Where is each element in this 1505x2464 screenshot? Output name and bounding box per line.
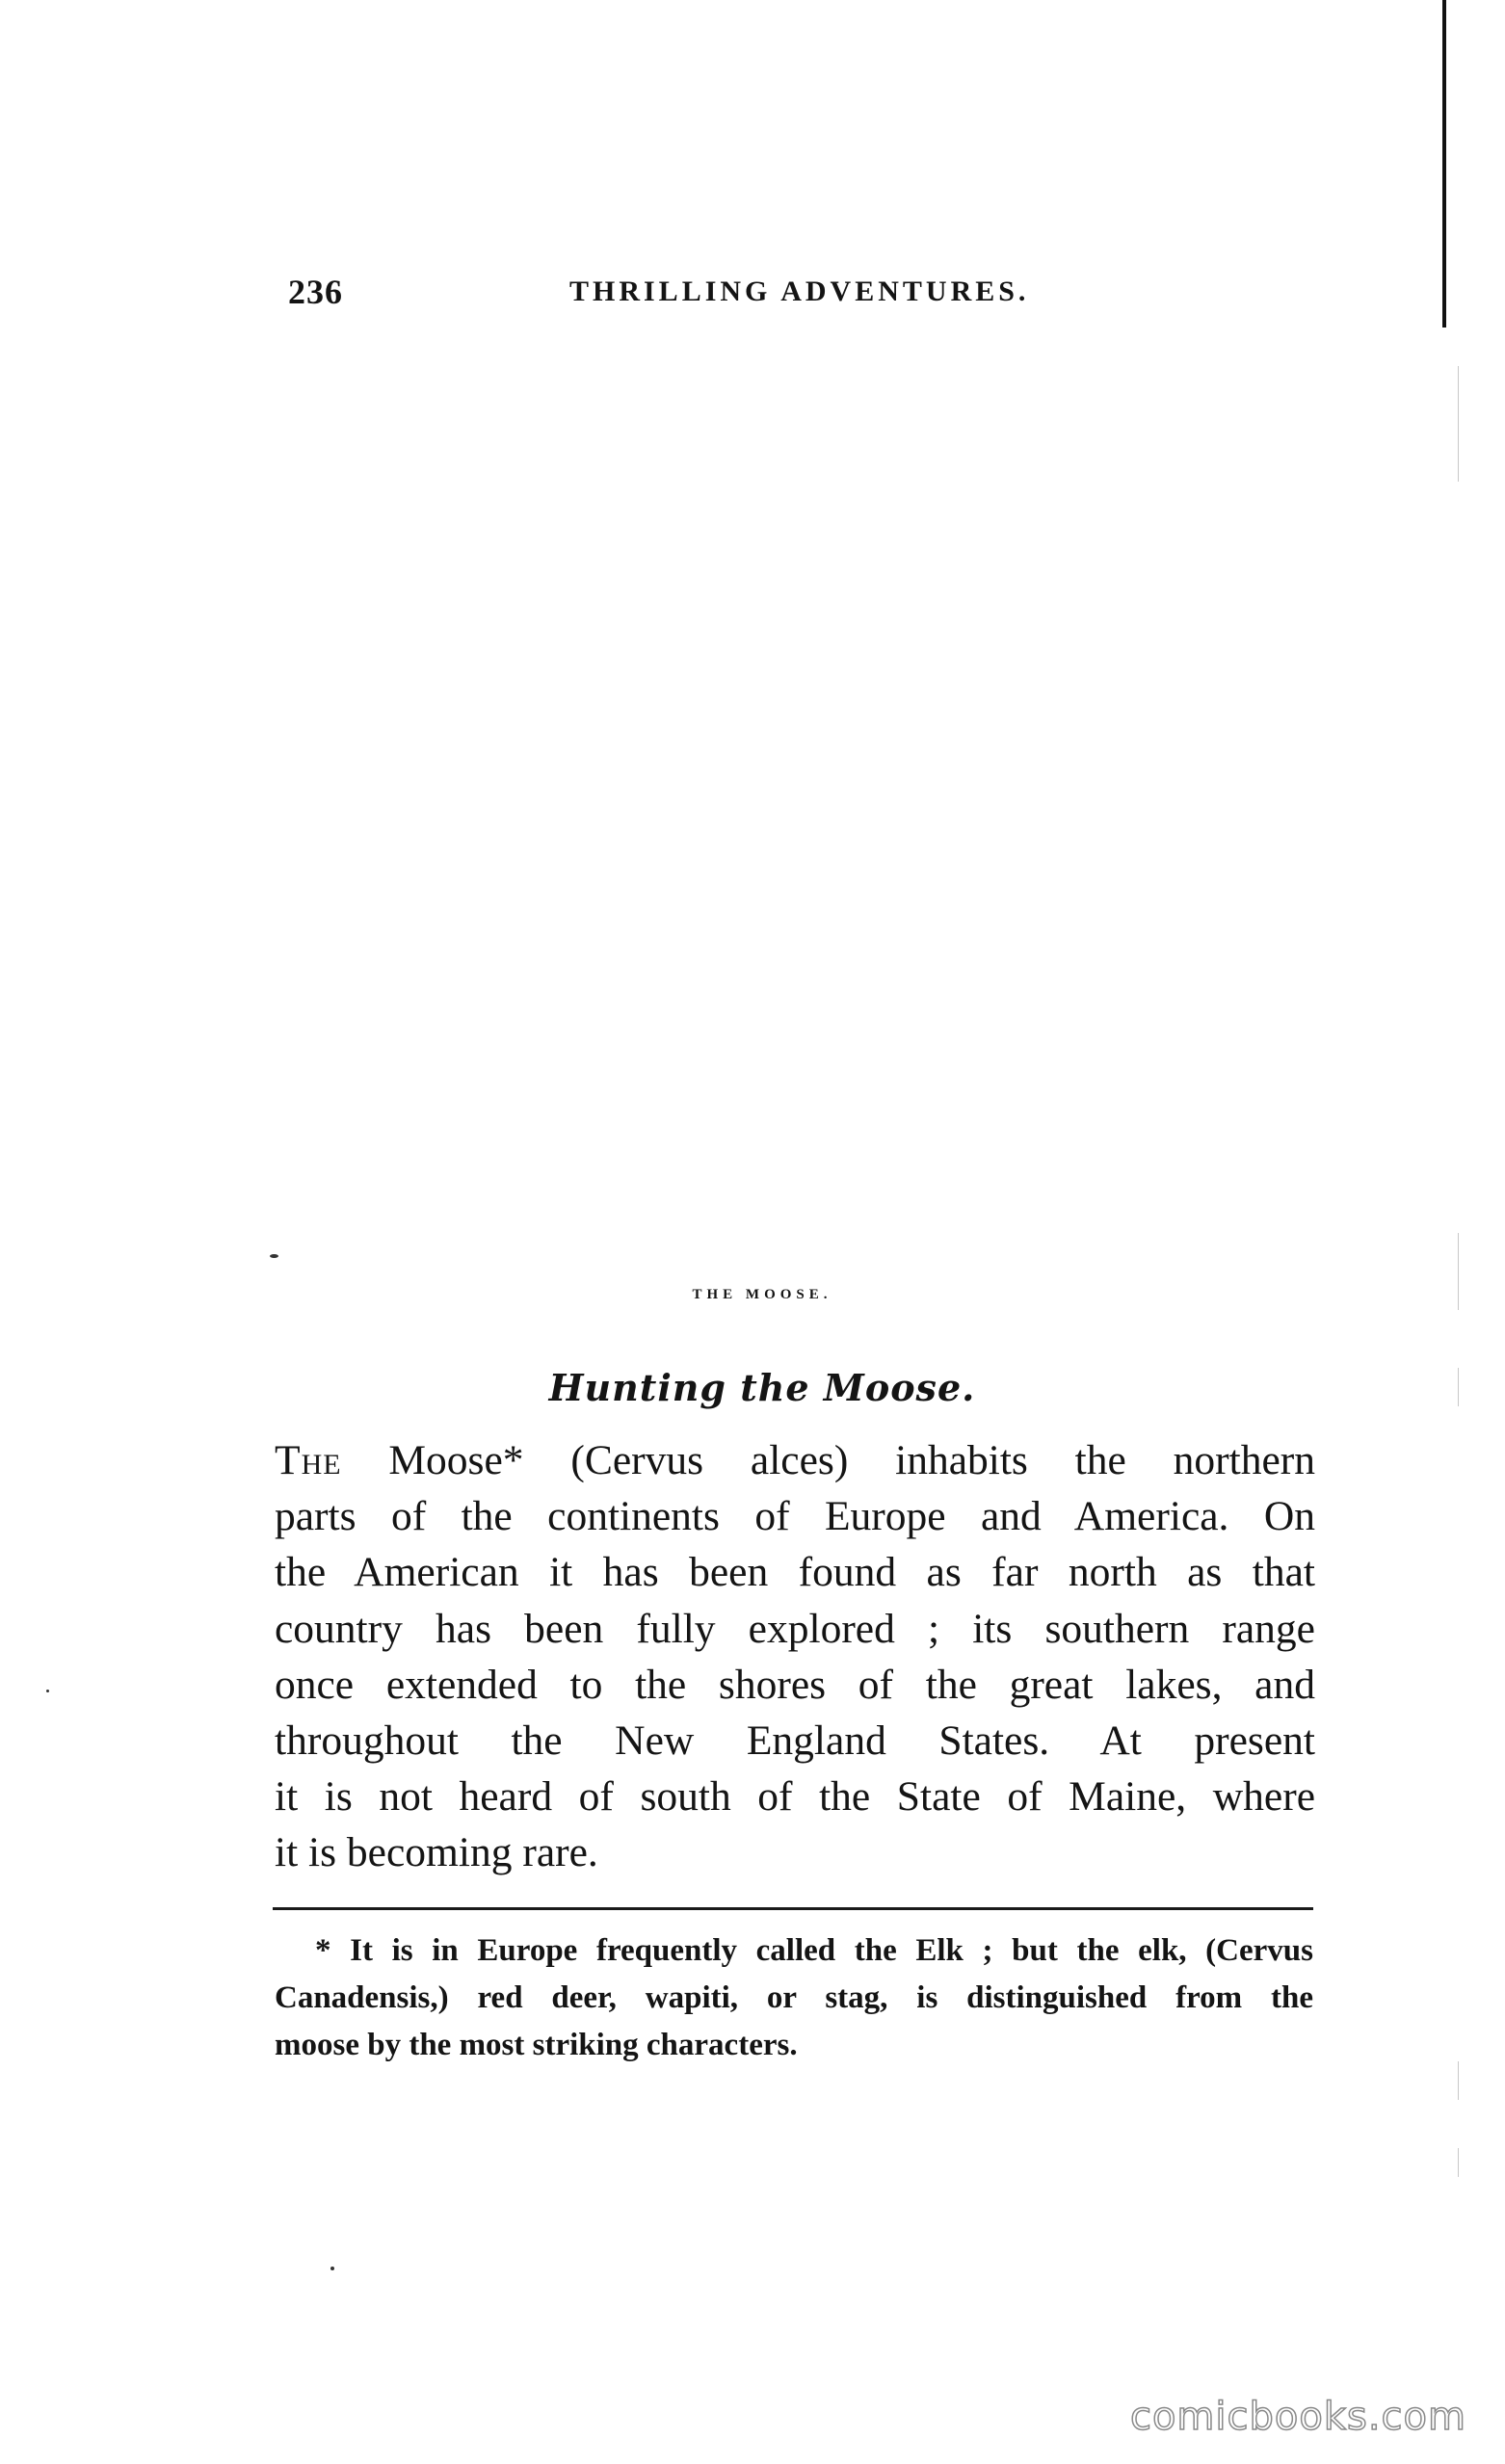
ink-speck	[270, 1254, 278, 1258]
page-number: 236	[288, 273, 343, 311]
body-line: the American it has been found as far north as that	[275, 1549, 1315, 1596]
page-edge-mark	[1458, 2061, 1459, 2100]
body-line: country has been fully explored ; its southern range	[275, 1605, 1315, 1652]
body-line: throughout the New England States. At present	[275, 1717, 1315, 1765]
plate-caption: THE MOOSE.	[692, 1287, 832, 1302]
page-edge-mark	[1458, 366, 1459, 482]
ink-speck	[330, 2267, 334, 2270]
body-line: it is becoming rare.	[275, 1829, 598, 1876]
page-edge-shadow	[1442, 0, 1446, 328]
body-line: once extended to the shores of the great lakes, and	[275, 1661, 1315, 1708]
lead-word: The	[275, 1437, 342, 1483]
watermark: comicbooks.com	[1129, 2395, 1466, 2439]
body-paragraph	[275, 1432, 1315, 1881]
running-title: THRILLING ADVENTURES.	[569, 275, 1030, 307]
footnote	[275, 1927, 1313, 2069]
footnote-line: * It is in Europe frequently called the Elk ; but the elk, (Cervus	[315, 1933, 1313, 1968]
body-line: it is not heard of south of the State of Maine, where	[275, 1773, 1315, 1821]
ink-speck	[46, 1690, 49, 1692]
running-head	[288, 272, 1059, 320]
footnote-line: Canadensis,) red deer, wapiti, or stag, is distinguished from the	[275, 1980, 1313, 2015]
footnote-line: moose by the most striking characters.	[275, 2028, 798, 2062]
footnote-rule	[273, 1907, 1313, 1910]
page-edge-mark	[1458, 2148, 1459, 2177]
section-heading: Hunting the Moose.	[548, 1366, 976, 1409]
body-line: parts of the continents of Europe and America. On	[275, 1493, 1315, 1540]
body-line: The Moose* (Cervus alces) inhabits the northern	[275, 1437, 1315, 1483]
